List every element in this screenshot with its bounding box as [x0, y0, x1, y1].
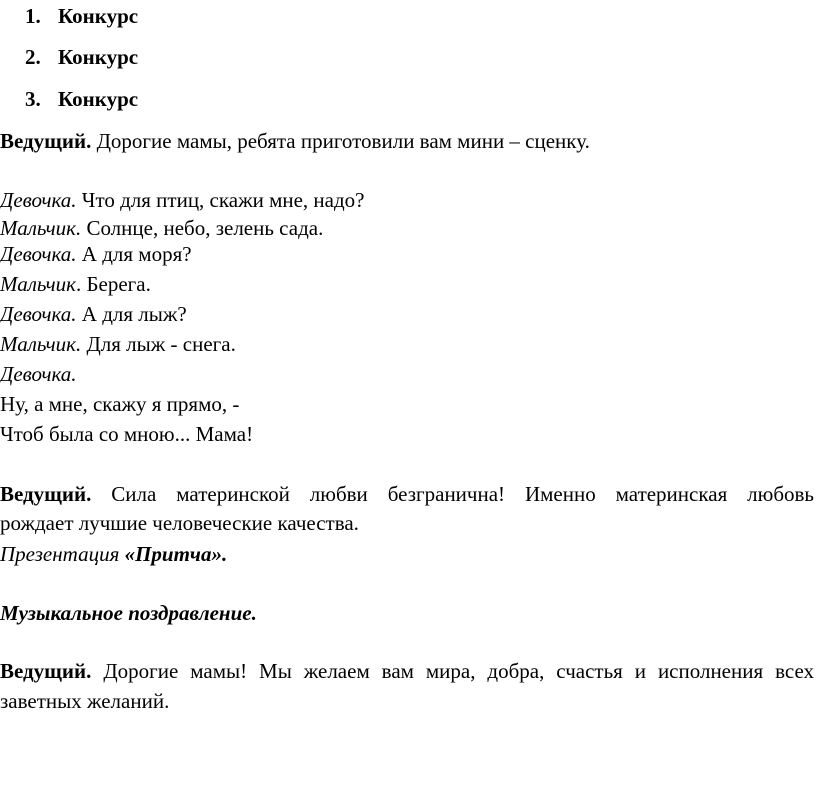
dialogue-text: А для моря?	[76, 242, 192, 266]
list-item-text: Конкурс	[58, 45, 139, 69]
presentation-line	[0, 540, 227, 568]
speaker-label: Мальчик	[0, 272, 76, 296]
poem-line: Ну, а мне, скажу я прямо, -	[0, 392, 240, 416]
paragraph-continuation: заветных желаний.	[0, 689, 170, 713]
dialogue-text: . Берега.	[75, 272, 151, 296]
list-item	[0, 2, 300, 30]
dialogue-line	[0, 360, 77, 388]
dialogue-line	[0, 270, 151, 298]
speaker-label: Девочка.	[0, 242, 77, 266]
list-item	[0, 85, 300, 113]
dialogue-text: А для лыж?	[76, 302, 187, 326]
paragraph-continuation: рождает лучшие человеческие качества.	[0, 511, 359, 535]
speaker-label: Девочка.	[0, 362, 77, 386]
list-number: 1.	[25, 4, 41, 28]
speaker-label: Девочка.	[0, 188, 77, 212]
speaker-label: Ведущий.	[0, 129, 92, 153]
speaker-label: Ведущий.	[0, 482, 92, 506]
dialogue-line	[0, 240, 192, 268]
dialogue-line	[0, 300, 187, 328]
dialogue-text: Для лыж - снега.	[81, 332, 236, 356]
speaker-label: Мальчик.	[0, 332, 82, 356]
list-item-text: Конкурс	[58, 87, 139, 111]
poem-line: Чтоб была со мною... Мама!	[0, 422, 254, 446]
speaker-label: Мальчик.	[0, 216, 82, 240]
list-number: 2.	[25, 45, 41, 69]
speaker-label: Девочка.	[0, 302, 77, 326]
list-item	[0, 43, 300, 71]
paragraph-text: Сила материнской любви безгранична! Именно материнская любовь	[111, 482, 814, 506]
speaker-label: Ведущий.	[0, 659, 92, 683]
dialogue-text: Солнце, небо, зелень сада.	[81, 216, 324, 240]
dialogue-line	[0, 186, 365, 214]
host-paragraph	[0, 480, 814, 508]
dialogue-text: Что для птиц, скажи мне, надо?	[76, 188, 365, 212]
intro-text: Дорогие мамы, ребята приготовили вам мини – сценку.	[91, 129, 590, 153]
host-intro-paragraph	[0, 127, 590, 155]
presentation-label: Презентация	[0, 542, 120, 566]
presentation-title: «Притча».	[124, 542, 228, 566]
paragraph-text: Дорогие мамы! Мы желаем вам мира, добра, счастья и исполнения всех	[103, 659, 814, 683]
list-item-text: Конкурс	[58, 4, 139, 28]
music-heading: Музыкальное поздравление.	[0, 601, 257, 625]
list-number: 3.	[25, 87, 41, 111]
dialogue-line	[0, 214, 323, 242]
dialogue-line	[0, 330, 236, 358]
host-paragraph	[0, 657, 814, 685]
